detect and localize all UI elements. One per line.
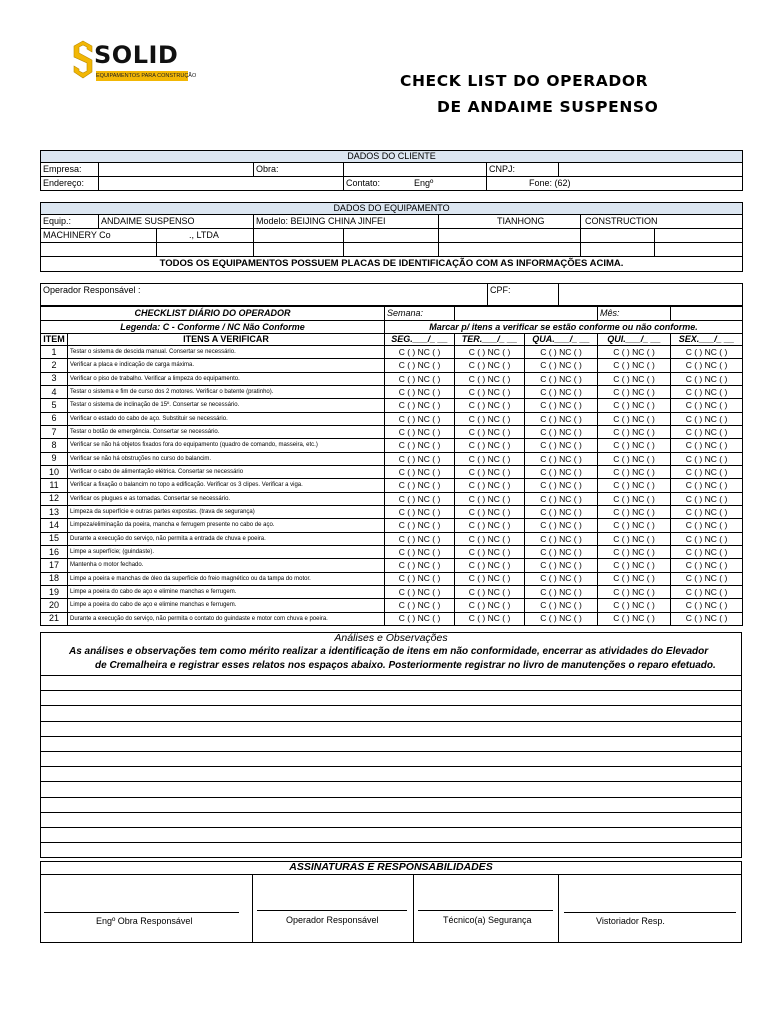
check-ter[interactable]: C ( ) NC ( ) <box>455 346 525 359</box>
check-qua[interactable]: C ( ) NC ( ) <box>525 492 598 505</box>
observation-line[interactable] <box>41 736 742 737</box>
check-qui[interactable]: C ( ) NC ( ) <box>598 492 671 505</box>
item-number: 14 <box>41 519 68 532</box>
check-ter[interactable]: C ( ) NC ( ) <box>455 372 525 385</box>
check-qui[interactable]: C ( ) NC ( ) <box>598 479 671 492</box>
item-description: Limpe a poeira do cabo de aço e elimine manchas e ferrugem. <box>68 599 385 612</box>
item-number: 1 <box>41 346 68 359</box>
check-qua[interactable]: C ( ) NC ( ) <box>525 599 598 612</box>
item-description: Limpe a poeira e manchas de óleo da superfície do freio magnético ou da tampa do motor. <box>68 572 385 585</box>
check-seg[interactable]: C ( ) NC ( ) <box>385 612 455 625</box>
cpf-field[interactable] <box>559 284 743 306</box>
check-ter[interactable]: C ( ) NC ( ) <box>455 412 525 425</box>
equipment-data-table <box>40 202 743 272</box>
observation-line[interactable] <box>41 751 742 752</box>
signature-line-tecnico[interactable] <box>418 910 553 911</box>
page-title-line2: DE ANDAIME SUSPENSO <box>437 98 659 116</box>
client-data-table <box>40 150 743 191</box>
sig-label-operator: Operador Responsável <box>286 915 379 925</box>
check-qui[interactable]: C ( ) NC ( ) <box>598 545 671 558</box>
checklist-row <box>41 385 743 398</box>
equip-field-2[interactable] <box>344 229 439 243</box>
equip-field-5[interactable] <box>655 229 743 243</box>
cnpj-label: CNPJ: <box>487 163 559 177</box>
logo-tagline: EQUIPAMENTOS PARA CONSTRUÇÃO <box>96 73 197 79</box>
client-header: DADOS DO CLIENTE <box>41 151 743 163</box>
signature-line-eng[interactable] <box>44 912 239 913</box>
check-qui[interactable]: C ( ) NC ( ) <box>598 612 671 625</box>
checklist-row <box>41 505 743 518</box>
check-sex[interactable]: C ( ) NC ( ) <box>671 359 743 372</box>
check-qua[interactable]: C ( ) NC ( ) <box>525 505 598 518</box>
solid-logo-icon <box>72 40 94 80</box>
item-description: Verificar os plugues e as tomadas. Consertar se necessário. <box>68 492 385 505</box>
item-description: Limpeza/eliminação da poeira, mancha e ferrugem presente no cabo de aço. <box>68 519 385 532</box>
check-seg[interactable]: C ( ) NC ( ) <box>385 372 455 385</box>
equipment-header: DADOS DO EQUIPAMENTO <box>41 203 743 215</box>
item-description: Testar o sistema e fim de curso dos 2 motores. Verificar o batente (pratinho). <box>68 385 385 398</box>
equip-label: Equip.: <box>41 215 99 229</box>
observation-line[interactable] <box>41 705 742 706</box>
check-sex[interactable]: C ( ) NC ( ) <box>671 439 743 452</box>
check-ter[interactable]: C ( ) NC ( ) <box>455 399 525 412</box>
check-ter[interactable]: C ( ) NC ( ) <box>455 612 525 625</box>
ltda-value: ., LTDA <box>157 229 254 243</box>
signature-line-operator[interactable] <box>257 910 407 911</box>
check-qui[interactable]: C ( ) NC ( ) <box>598 346 671 359</box>
check-qua[interactable]: C ( ) NC ( ) <box>525 359 598 372</box>
signatures-title: ASSINATURAS E RESPONSABILIDADES <box>40 861 742 875</box>
check-qua[interactable]: C ( ) NC ( ) <box>525 385 598 398</box>
item-description: Verificar o cabo de alimentação elétrica. Consertar se necessário <box>68 465 385 478</box>
observation-line[interactable] <box>41 857 742 858</box>
analysis-title: Análises e Observações <box>334 632 448 644</box>
item-number: 10 <box>41 465 68 478</box>
item-number: 12 <box>41 492 68 505</box>
day-qua-header: QUA.___/_ __ <box>525 334 598 346</box>
check-qua[interactable]: C ( ) NC ( ) <box>525 479 598 492</box>
item-number: 6 <box>41 412 68 425</box>
check-sex[interactable]: C ( ) NC ( ) <box>671 372 743 385</box>
observation-line[interactable] <box>41 781 742 782</box>
check-ter[interactable]: C ( ) NC ( ) <box>455 545 525 558</box>
operator-table <box>40 283 743 306</box>
item-description: Testar o botão de emergência. Consertar se necessário. <box>68 425 385 438</box>
check-sex[interactable]: C ( ) NC ( ) <box>671 492 743 505</box>
semana-label: Semana: <box>385 307 455 321</box>
observation-line[interactable] <box>41 797 742 798</box>
contato-cell[interactable] <box>344 177 487 191</box>
check-qua[interactable]: C ( ) NC ( ) <box>525 412 598 425</box>
item-number: 18 <box>41 572 68 585</box>
cpf-label: CPF: <box>488 284 559 306</box>
checklist-row <box>41 412 743 425</box>
checklist-row <box>41 545 743 558</box>
checklist-table <box>40 306 743 626</box>
check-seg[interactable]: C ( ) NC ( ) <box>385 399 455 412</box>
check-sex[interactable]: C ( ) NC ( ) <box>671 346 743 359</box>
item-description: Verificar o estado do cabo de aço. Substituir se necessário. <box>68 412 385 425</box>
item-number: 15 <box>41 532 68 545</box>
item-description: Verificar se não há objetos fixados fora do equipamento (quadro de comando, masseira, etc.) <box>68 439 385 452</box>
mark-note: Marcar p/ itens a verificar se estão conforme ou não conforme. <box>385 321 743 334</box>
check-qua[interactable]: C ( ) NC ( ) <box>525 585 598 598</box>
day-seg-header: SEG.___/_ __ <box>385 334 455 346</box>
check-ter[interactable]: C ( ) NC ( ) <box>455 599 525 612</box>
check-qui[interactable]: C ( ) NC ( ) <box>598 532 671 545</box>
check-seg[interactable]: C ( ) NC ( ) <box>385 425 455 438</box>
item-description: Verificar a fixação o balancim no topo a edificação. Verificar os 3 clipes. Verificar a viga. <box>68 479 385 492</box>
checklist-row <box>41 359 743 372</box>
check-sex[interactable]: C ( ) NC ( ) <box>671 545 743 558</box>
check-qui[interactable]: C ( ) NC ( ) <box>598 412 671 425</box>
check-sex[interactable]: C ( ) NC ( ) <box>671 572 743 585</box>
check-sex[interactable]: C ( ) NC ( ) <box>671 425 743 438</box>
check-seg[interactable]: C ( ) NC ( ) <box>385 505 455 518</box>
checklist-row <box>41 559 743 572</box>
page-title-line1: CHECK LIST DO OPERADOR <box>400 72 649 90</box>
day-ter-header: TER.___/_ __ <box>455 334 525 346</box>
eng-label: Engº <box>414 178 434 188</box>
check-seg[interactable]: C ( ) NC ( ) <box>385 412 455 425</box>
obra-field[interactable] <box>344 163 487 177</box>
check-ter[interactable]: C ( ) NC ( ) <box>455 559 525 572</box>
mes-field[interactable] <box>671 307 743 321</box>
check-seg[interactable]: C ( ) NC ( ) <box>385 479 455 492</box>
item-description: Durante a execução do serviço, não permita a entrada de chuva e poeira. <box>68 532 385 545</box>
brand-construction: CONSTRUCTION <box>581 215 743 229</box>
empresa-label: Empresa: <box>41 163 99 177</box>
check-sex[interactable]: C ( ) NC ( ) <box>671 452 743 465</box>
item-number: 4 <box>41 385 68 398</box>
check-qui[interactable]: C ( ) NC ( ) <box>598 399 671 412</box>
check-qua[interactable]: C ( ) NC ( ) <box>525 399 598 412</box>
item-description: Durante a execução do serviço, não permita o contato do guindaste e motor com chuva e poeira. <box>68 612 385 625</box>
check-qua[interactable]: C ( ) NC ( ) <box>525 425 598 438</box>
check-ter[interactable]: C ( ) NC ( ) <box>455 572 525 585</box>
item-description: Verificar a placa e indicação de carga máxima. <box>68 359 385 372</box>
equip-field-3[interactable] <box>439 229 581 243</box>
items-col-header: ITENS A VERIFICAR <box>68 334 385 346</box>
item-description: Limpe a superfície; (guindaste). <box>68 545 385 558</box>
equip-value: ANDAIME SUSPENSO <box>99 215 254 229</box>
fone-label: Fone: (62) <box>487 177 743 191</box>
checklist-row <box>41 372 743 385</box>
check-qua[interactable]: C ( ) NC ( ) <box>525 612 598 625</box>
checklist-row <box>41 399 743 412</box>
check-seg[interactable]: C ( ) NC ( ) <box>385 359 455 372</box>
check-sex[interactable]: C ( ) NC ( ) <box>671 479 743 492</box>
signature-line-vistoriador[interactable] <box>564 912 736 913</box>
check-seg[interactable]: C ( ) NC ( ) <box>385 585 455 598</box>
sig-label-tecnico: Técnico(a) Segurança <box>443 915 532 925</box>
observation-line[interactable] <box>41 812 742 813</box>
item-description: Mantenha o motor fechado. <box>68 559 385 572</box>
mes-label: Mês: <box>598 307 671 321</box>
item-number: 3 <box>41 372 68 385</box>
check-seg[interactable]: C ( ) NC ( ) <box>385 519 455 532</box>
modelo-value: Modelo: BEIJING CHINA JINFEI <box>254 215 439 229</box>
observation-line[interactable] <box>41 675 742 676</box>
check-ter[interactable]: C ( ) NC ( ) <box>455 585 525 598</box>
item-number: 2 <box>41 359 68 372</box>
check-qui[interactable]: C ( ) NC ( ) <box>598 372 671 385</box>
analysis-text-line1: As análises e observações tem como mérito realizar a identificação de itens em não conformidade, encerrar as atividades do Elevador <box>69 646 709 657</box>
check-qui[interactable]: C ( ) NC ( ) <box>598 425 671 438</box>
endereco-label: Endereço: <box>41 177 99 191</box>
check-qua[interactable]: C ( ) NC ( ) <box>525 465 598 478</box>
checklist-row <box>41 346 743 359</box>
check-qui[interactable]: C ( ) NC ( ) <box>598 572 671 585</box>
check-qua[interactable]: C ( ) NC ( ) <box>525 572 598 585</box>
check-sex[interactable]: C ( ) NC ( ) <box>671 532 743 545</box>
check-qui[interactable]: C ( ) NC ( ) <box>598 599 671 612</box>
item-number: 5 <box>41 399 68 412</box>
check-sex[interactable]: C ( ) NC ( ) <box>671 412 743 425</box>
item-number: 9 <box>41 452 68 465</box>
item-number: 11 <box>41 479 68 492</box>
checklist-row <box>41 599 743 612</box>
item-description: Verificar o piso de trabalho. Verificar a limpeza do equipamento. <box>68 372 385 385</box>
check-ter[interactable]: C ( ) NC ( ) <box>455 425 525 438</box>
check-qua[interactable]: C ( ) NC ( ) <box>525 346 598 359</box>
check-ter[interactable]: C ( ) NC ( ) <box>455 532 525 545</box>
check-qui[interactable]: C ( ) NC ( ) <box>598 452 671 465</box>
check-qua[interactable]: C ( ) NC ( ) <box>525 545 598 558</box>
check-seg[interactable]: C ( ) NC ( ) <box>385 545 455 558</box>
brand-tianhong: TIANHONG <box>439 215 581 229</box>
check-ter[interactable]: C ( ) NC ( ) <box>455 452 525 465</box>
item-number: 16 <box>41 545 68 558</box>
semana-field[interactable] <box>455 307 598 321</box>
check-qui[interactable]: C ( ) NC ( ) <box>598 585 671 598</box>
check-qui[interactable]: C ( ) NC ( ) <box>598 385 671 398</box>
check-seg[interactable]: C ( ) NC ( ) <box>385 385 455 398</box>
check-qui[interactable]: C ( ) NC ( ) <box>598 519 671 532</box>
item-description: Limpe a poeira do cabo de aço e elimine manchas e ferrugem. <box>68 585 385 598</box>
check-sex[interactable]: C ( ) NC ( ) <box>671 465 743 478</box>
checklist-row <box>41 452 743 465</box>
cnpj-field[interactable] <box>559 163 743 177</box>
checklist-row <box>41 479 743 492</box>
item-description: Testar o sistema de descida manual. Consertar se necessário. <box>68 346 385 359</box>
check-seg[interactable]: C ( ) NC ( ) <box>385 465 455 478</box>
check-qui[interactable]: C ( ) NC ( ) <box>598 559 671 572</box>
sig-label-vistoriador: Vistoriador Resp. <box>596 916 665 926</box>
check-qua[interactable]: C ( ) NC ( ) <box>525 439 598 452</box>
item-col-header: ITEM <box>41 334 68 346</box>
day-qui-header: QUI.___/_ __ <box>598 334 671 346</box>
check-qui[interactable]: C ( ) NC ( ) <box>598 505 671 518</box>
checklist-row <box>41 439 743 452</box>
empresa-field[interactable] <box>99 163 254 177</box>
item-number: 21 <box>41 612 68 625</box>
check-sex[interactable]: C ( ) NC ( ) <box>671 385 743 398</box>
check-sex[interactable]: C ( ) NC ( ) <box>671 399 743 412</box>
item-number: 13 <box>41 505 68 518</box>
check-ter[interactable]: C ( ) NC ( ) <box>455 439 525 452</box>
check-seg[interactable]: C ( ) NC ( ) <box>385 452 455 465</box>
checklist-row <box>41 532 743 545</box>
obra-label: Obra: <box>254 163 344 177</box>
check-seg[interactable]: C ( ) NC ( ) <box>385 559 455 572</box>
identification-notice: TODOS OS EQUIPAMENTOS POSSUEM PLACAS DE IDENTIFICAÇÃO COM AS INFORMAÇÕES ACIMA. <box>41 257 743 272</box>
check-qua[interactable]: C ( ) NC ( ) <box>525 519 598 532</box>
check-sex[interactable]: C ( ) NC ( ) <box>671 585 743 598</box>
checklist-title: CHECKLIST DIÁRIO DO OPERADOR <box>41 307 385 321</box>
check-seg[interactable]: C ( ) NC ( ) <box>385 572 455 585</box>
equip-field-1[interactable] <box>254 229 344 243</box>
item-description: Testar o sistema de inclinação de 15º. Consertar se necessário. <box>68 399 385 412</box>
legend: Legenda: C - Conforme / NC Não Conforme <box>41 321 385 334</box>
check-sex[interactable]: C ( ) NC ( ) <box>671 612 743 625</box>
check-ter[interactable]: C ( ) NC ( ) <box>455 519 525 532</box>
checklist-row <box>41 492 743 505</box>
equip-field-4[interactable] <box>581 229 655 243</box>
check-qui[interactable]: C ( ) NC ( ) <box>598 439 671 452</box>
check-qui[interactable]: C ( ) NC ( ) <box>598 359 671 372</box>
item-description: Verificar se não há obstruções no curso do balancim. <box>68 452 385 465</box>
check-qua[interactable]: C ( ) NC ( ) <box>525 452 598 465</box>
item-number: 8 <box>41 439 68 452</box>
checklist-row <box>41 425 743 438</box>
check-seg[interactable]: C ( ) NC ( ) <box>385 532 455 545</box>
endereco-field[interactable] <box>99 177 344 191</box>
item-number: 17 <box>41 559 68 572</box>
check-seg[interactable]: C ( ) NC ( ) <box>385 346 455 359</box>
check-seg[interactable]: C ( ) NC ( ) <box>385 492 455 505</box>
checklist-row <box>41 519 743 532</box>
checklist-row <box>41 465 743 478</box>
check-qua[interactable]: C ( ) NC ( ) <box>525 532 598 545</box>
check-sex[interactable]: C ( ) NC ( ) <box>671 519 743 532</box>
check-ter[interactable]: C ( ) NC ( ) <box>455 492 525 505</box>
item-number: 7 <box>41 425 68 438</box>
contato-label: Contato: <box>346 178 381 188</box>
checklist-row <box>41 585 743 598</box>
check-sex[interactable]: C ( ) NC ( ) <box>671 599 743 612</box>
item-number: 19 <box>41 585 68 598</box>
check-sex[interactable]: C ( ) NC ( ) <box>671 559 743 572</box>
item-number: 20 <box>41 599 68 612</box>
checklist-row <box>41 612 743 625</box>
check-ter[interactable]: C ( ) NC ( ) <box>455 465 525 478</box>
check-ter[interactable]: C ( ) NC ( ) <box>455 479 525 492</box>
sig-label-eng: Engº Obra Responsável <box>96 916 193 926</box>
observation-line[interactable] <box>41 721 742 722</box>
check-sex[interactable]: C ( ) NC ( ) <box>671 505 743 518</box>
machinery-value: MACHINERY Co <box>41 229 157 243</box>
check-seg[interactable]: C ( ) NC ( ) <box>385 439 455 452</box>
analysis-text-line2: de Cremalheira e registrar esses relatos nos espaços abaixo. Posteriormente registrar no livro de manutenções o reparo efetuado. <box>95 660 716 671</box>
day-sex-header: SEX.___/_ __ <box>671 334 743 346</box>
observation-line[interactable] <box>41 842 742 843</box>
check-ter[interactable]: C ( ) NC ( ) <box>455 359 525 372</box>
check-ter[interactable]: C ( ) NC ( ) <box>455 505 525 518</box>
operator-label: Operador Responsável : <box>41 284 488 306</box>
check-qua[interactable]: C ( ) NC ( ) <box>525 372 598 385</box>
check-qui[interactable]: C ( ) NC ( ) <box>598 465 671 478</box>
check-seg[interactable]: C ( ) NC ( ) <box>385 599 455 612</box>
observation-line[interactable] <box>41 827 742 828</box>
company-logo <box>72 40 197 84</box>
check-qua[interactable]: C ( ) NC ( ) <box>525 559 598 572</box>
checklist-row <box>41 572 743 585</box>
check-ter[interactable]: C ( ) NC ( ) <box>455 385 525 398</box>
logo-wordmark: SOLID <box>94 41 179 69</box>
observation-line[interactable] <box>41 766 742 767</box>
observation-line[interactable] <box>41 690 742 691</box>
item-description: Limpeza da superfície e outras partes expostas. (trava de segurança) <box>68 505 385 518</box>
